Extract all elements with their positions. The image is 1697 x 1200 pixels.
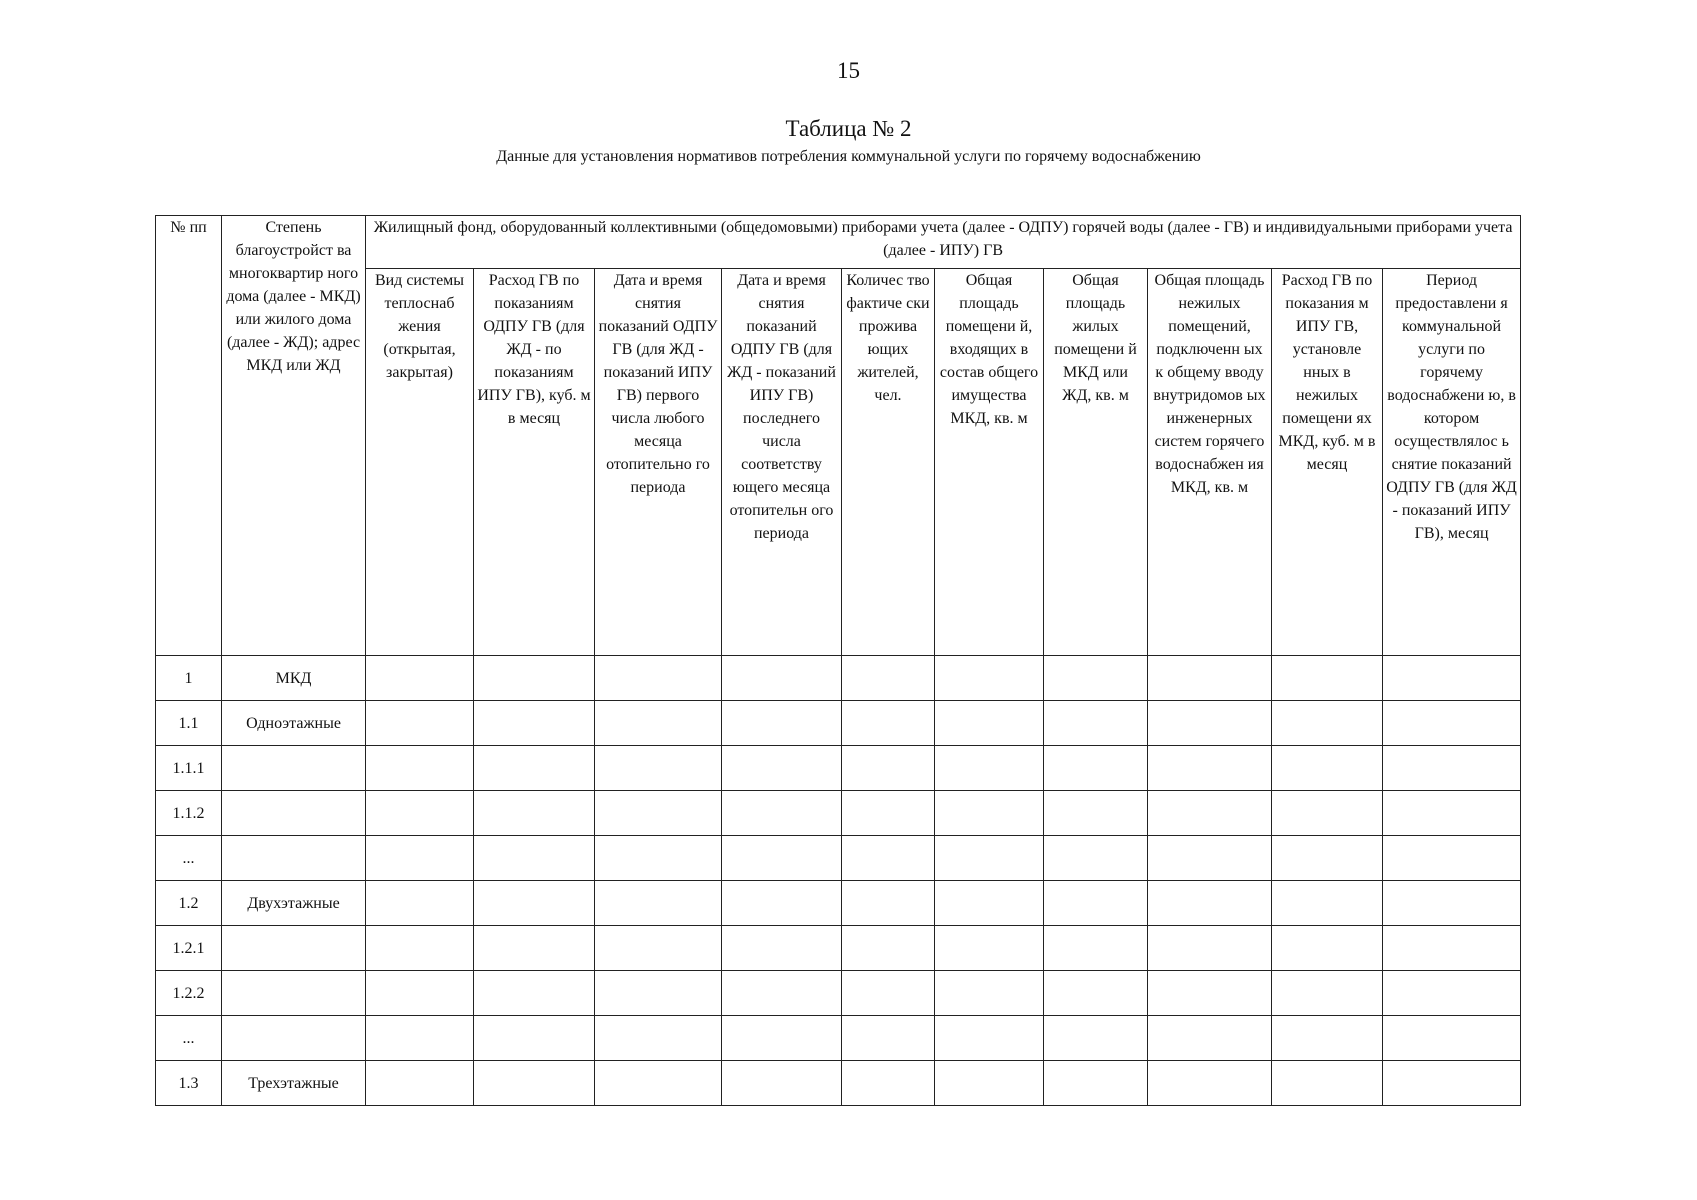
table-cell: [935, 971, 1044, 1016]
table-cell: [1148, 1061, 1272, 1106]
table-subtitle: Данные для установления нормативов потребления коммунальной услуги по горячему водоснабжению: [496, 148, 1201, 165]
table-cell: [1383, 791, 1521, 836]
table-cell: [1272, 1061, 1383, 1106]
table-cell: [595, 1061, 722, 1106]
table-cell: [842, 656, 935, 701]
table-cell: [722, 926, 842, 971]
column-header: Вид системы теплоснаб жения (открытая, закрытая): [366, 269, 474, 656]
table-cell: [1148, 656, 1272, 701]
table-cell: [842, 1061, 935, 1106]
table-cell: [722, 701, 842, 746]
table-cell: [1272, 881, 1383, 926]
table-cell: [1383, 1061, 1521, 1106]
row-label: [222, 746, 366, 791]
table-cell: [722, 836, 842, 881]
table-cell: [722, 656, 842, 701]
column-header-number: № пп: [156, 216, 222, 656]
row-number: 1.1: [156, 701, 222, 746]
column-header-degree: Степень благоустройст ва многоквартир ного дома (далее - МКД) или жилого дома (далее - ЖД); адрес МКД или ЖД: [222, 216, 366, 656]
table-row: [156, 971, 1521, 1016]
table-cell: [366, 971, 474, 1016]
table-cell: [842, 881, 935, 926]
table-cell: [935, 1061, 1044, 1106]
table-row: [156, 746, 1521, 791]
table-cell: [1272, 656, 1383, 701]
column-header: Общая площадь нежилых помещений, подключенн ых к общему вводу внутридомов ых инженерных систем горячего водоснабжен ия МКД, кв. м: [1148, 269, 1272, 656]
table-cell: [1272, 971, 1383, 1016]
table-cell: [366, 926, 474, 971]
table-cell: [722, 1061, 842, 1106]
table-cell: [722, 881, 842, 926]
row-number: 1.1.2: [156, 791, 222, 836]
table-cell: [935, 926, 1044, 971]
table-cell: [474, 926, 595, 971]
table-cell: [366, 656, 474, 701]
table-cell: [366, 791, 474, 836]
table-cell: [1148, 971, 1272, 1016]
column-header: Общая площадь жилых помещени й МКД или ЖД, кв. м: [1044, 269, 1148, 656]
table-cell: [1044, 971, 1148, 1016]
table-cell: [1272, 836, 1383, 881]
table-cell: [842, 971, 935, 1016]
row-label: Двухэтажные: [222, 881, 366, 926]
table-cell: [1044, 656, 1148, 701]
table-cell: [1044, 881, 1148, 926]
table-cell: [1044, 1061, 1148, 1106]
table-cell: [595, 746, 722, 791]
table-row: [156, 1016, 1521, 1061]
table-cell: [842, 791, 935, 836]
table-cell: [842, 1016, 935, 1061]
table-cell: [595, 1016, 722, 1061]
table-cell: [474, 791, 595, 836]
page-number: 15: [837, 58, 860, 83]
table-cell: [935, 1016, 1044, 1061]
column-header: Дата и время снятия показаний ОДПУ ГВ (для ЖД - показаний ИПУ ГВ) первого числа любого месяца отопительно го периода: [595, 269, 722, 656]
table-cell: [935, 881, 1044, 926]
table-cell: [1383, 1016, 1521, 1061]
table-cell: [1044, 701, 1148, 746]
row-number: ...: [156, 836, 222, 881]
table-cell: [1383, 971, 1521, 1016]
table-cell: [474, 1016, 595, 1061]
table-cell: [1148, 791, 1272, 836]
table-cell: [595, 881, 722, 926]
table-row: [156, 1061, 1521, 1106]
table-cell: [1383, 836, 1521, 881]
row-label: Одноэтажные: [222, 701, 366, 746]
row-label: Трехэтажные: [222, 1061, 366, 1106]
table-cell: [474, 971, 595, 1016]
table-cell: [1148, 701, 1272, 746]
table-cell: [595, 836, 722, 881]
table-cell: [842, 701, 935, 746]
table-cell: [722, 791, 842, 836]
row-label: [222, 836, 366, 881]
row-number: 1: [156, 656, 222, 701]
table-cell: [722, 1016, 842, 1061]
table-cell: [474, 656, 595, 701]
table-cell: [842, 926, 935, 971]
table-cell: [366, 701, 474, 746]
table-cell: [366, 1061, 474, 1106]
table-cell: [595, 701, 722, 746]
table-cell: [1044, 926, 1148, 971]
row-number: ...: [156, 1016, 222, 1061]
header-row-top: [156, 216, 1521, 269]
table-cell: [474, 836, 595, 881]
row-label: [222, 791, 366, 836]
row-number: 1.3: [156, 1061, 222, 1106]
row-label: [222, 1016, 366, 1061]
row-number: 1.2.2: [156, 971, 222, 1016]
table-cell: [1383, 926, 1521, 971]
table-cell: [1148, 926, 1272, 971]
row-label: [222, 926, 366, 971]
table-cell: [722, 746, 842, 791]
table-cell: [474, 1061, 595, 1106]
table-cell: [474, 746, 595, 791]
table-cell: [366, 881, 474, 926]
column-header: Период предоставлени я коммунальной услуги по горячему водоснабжени ю, в котором осуществлялос ь снятие показаний ОДПУ ГВ (для ЖД - показаний ИПУ ГВ), месяц: [1383, 269, 1521, 656]
table-cell: [1044, 746, 1148, 791]
row-number: 1.1.1: [156, 746, 222, 791]
table-cell: [474, 701, 595, 746]
table-title: Таблица № 2: [785, 116, 912, 141]
table-cell: [1044, 1016, 1148, 1061]
table-cell: [935, 701, 1044, 746]
data-table: [155, 215, 1521, 1106]
table-cell: [366, 1016, 474, 1061]
table-cell: [1272, 1016, 1383, 1061]
table-row: [156, 791, 1521, 836]
table-cell: [595, 971, 722, 1016]
table-row: [156, 656, 1521, 701]
table-cell: [1383, 746, 1521, 791]
table-row: [156, 881, 1521, 926]
table-cell: [1044, 836, 1148, 881]
table-body: [156, 656, 1521, 1106]
column-header: Общая площадь помещени й, входящих в состав общего имущества МКД, кв. м: [935, 269, 1044, 656]
table-cell: [1044, 791, 1148, 836]
table-cell: [474, 881, 595, 926]
table-cell: [595, 656, 722, 701]
table-cell: [1272, 926, 1383, 971]
table-row: [156, 701, 1521, 746]
table-cell: [366, 746, 474, 791]
table-cell: [1148, 836, 1272, 881]
row-number: 1.2: [156, 881, 222, 926]
table-cell: [842, 746, 935, 791]
column-header: Расход ГВ по показаниям ОДПУ ГВ (для ЖД - по показаниям ИПУ ГВ), куб. м в месяц: [474, 269, 595, 656]
column-header: Дата и время снятия показаний ОДПУ ГВ (для ЖД - показаний ИПУ ГВ) последнего числа соответству ющего месяца отопительн ого периода: [722, 269, 842, 656]
table-cell: [935, 791, 1044, 836]
table-cell: [1148, 881, 1272, 926]
row-label: МКД: [222, 656, 366, 701]
table-row: [156, 926, 1521, 971]
row-label: [222, 971, 366, 1016]
group-header: Жилищный фонд, оборудованный коллективными (общедомовыми) приборами учета (далее - ОДПУ) горячей воды (далее - ГВ) и индивидуальными приборами учета (далее - ИПУ) ГВ: [366, 216, 1521, 269]
column-header: Расход ГВ по показания м ИПУ ГВ, установле нных в нежилых помещени ях МКД, куб. м в месяц: [1272, 269, 1383, 656]
table-cell: [1148, 746, 1272, 791]
table-cell: [935, 746, 1044, 791]
table-cell: [1383, 701, 1521, 746]
table-cell: [935, 656, 1044, 701]
table-cell: [935, 836, 1044, 881]
table-row: [156, 836, 1521, 881]
table-cell: [1272, 746, 1383, 791]
table-cell: [842, 836, 935, 881]
table-cell: [1272, 791, 1383, 836]
table-cell: [595, 791, 722, 836]
table-cell: [366, 836, 474, 881]
table-cell: [1148, 1016, 1272, 1061]
table-cell: [1272, 701, 1383, 746]
table-cell: [1383, 656, 1521, 701]
column-header: Количес тво фактиче ски прожива ющих жителей, чел.: [842, 269, 935, 656]
table-cell: [722, 971, 842, 1016]
row-number: 1.2.1: [156, 926, 222, 971]
table-cell: [1383, 881, 1521, 926]
table-cell: [595, 926, 722, 971]
